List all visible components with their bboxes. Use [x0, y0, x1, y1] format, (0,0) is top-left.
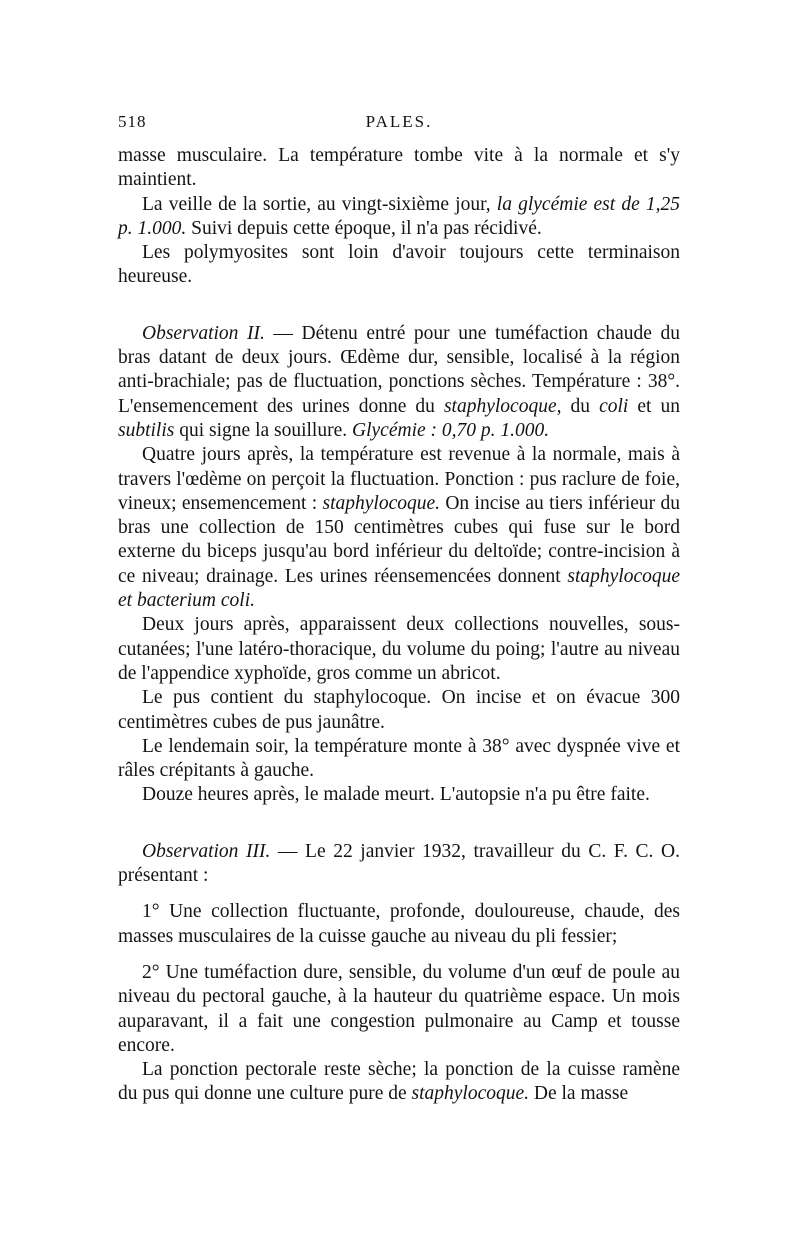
document-page — [118, 110, 680, 1107]
text-run: On incise au tiers inférieur du bras une collection de 150 centimètres cubes qui fuse sur le bord externe du biceps jusqu'au bord inférieur du deltoïde; contre-incision à ce niveau; drainage. Les urines réensemencées donnent — [118, 492, 681, 587]
italic-text: staphylocoque. — [411, 1083, 530, 1105]
italic-text: coli — [599, 395, 629, 417]
paragraph — [118, 443, 680, 613]
paragraph: Douze heures après, le malade meurt. L'autopsie n'a pu être faite. — [142, 784, 650, 806]
text-run: du — [561, 395, 600, 417]
text-run: et un — [628, 395, 680, 417]
observation-label: Observation III. — [142, 840, 271, 862]
text-run: La veille de la sortie, au vingt-sixième jour, — [142, 193, 497, 215]
page-number: 518 — [118, 112, 147, 131]
text-run: Quatre jours après, la température est revenue à la normale, mais à travers l'œdème on perçoit la fluctuation. Ponction : pus raclure de foie, vineux; ensemencement : — [118, 444, 680, 514]
page-header — [118, 110, 680, 144]
paragraph — [118, 1058, 680, 1107]
text-run: De la masse — [529, 1083, 629, 1105]
italic-text: staphylocoque. — [322, 492, 440, 514]
observation-2-paragraph — [118, 322, 680, 443]
list-item: 1° Une collection fluctuante, profonde, douloureuse, chaude, des masses musculaires de la cuisse gauche au niveau du pli fessier; — [118, 901, 680, 947]
paragraph: Le pus contient du staphylocoque. On incise et on évacue 300 centimètres cubes de pus jaunâtre. — [118, 687, 680, 733]
italic-text: Glycémie : 0,70 p. 1.000. — [352, 419, 550, 441]
paragraph — [118, 193, 680, 242]
paragraph: Deux jours après, apparaissent deux collections nouvelles, sous-cutanées; l'une latéro-thoracique, du volume du poing; l'autre au niveau de l'appendice xyphoïde, gros comme un abricot. — [118, 614, 680, 684]
paragraph: Les polymyosites sont loin d'avoir toujours cette terminaison heureuse. — [118, 242, 680, 288]
text-run: — Détenu entré pour une tuméfaction chaude du bras datant de deux jours. Œdème dur, sensible, localisé à la région anti-brachiale; pas de fluctuation, ponctions sèches. Température : 38°. L'ensemencement des urines donne du — [118, 322, 680, 417]
text-run: La ponction pectorale reste sèche; la ponction de la cuisse ramène du pus qui donne une culture pure de — [118, 1059, 680, 1105]
italic-text: staphylocoque, — [443, 395, 562, 417]
text-run: qui signe la souillure. — [174, 419, 353, 441]
italic-text: staphylocoque et bacterium coli. — [118, 565, 680, 612]
observation-3-paragraph — [118, 840, 680, 889]
text-run: — Le 22 janvier 1932, travailleur du C. F. C. O. présentant : — [118, 840, 680, 887]
italic-text: la glycémie est de 1,25 p. 1.000. — [118, 193, 680, 239]
paragraph: masse musculaire. La température tombe vite à la normale et s'y maintient. — [118, 145, 680, 191]
list-item: 2° Une tuméfaction dure, sensible, du volume d'un œuf de poule au niveau du pectoral gauche, à la hauteur du quatrième espace. Un mois auparavant, il a fait une congestion pulmonaire au Camp et tousse encore. — [118, 961, 680, 1056]
italic-text: subtilis — [118, 419, 175, 441]
observation-label: Observation II. — [142, 322, 265, 344]
running-title: PALES. — [365, 112, 433, 131]
text-run: Suivi depuis cette époque, il n'a pas récidivé. — [186, 217, 542, 239]
paragraph: Le lendemain soir, la température monte à 38° avec dyspnée vive et râles crépitants à gauche. — [118, 735, 680, 782]
